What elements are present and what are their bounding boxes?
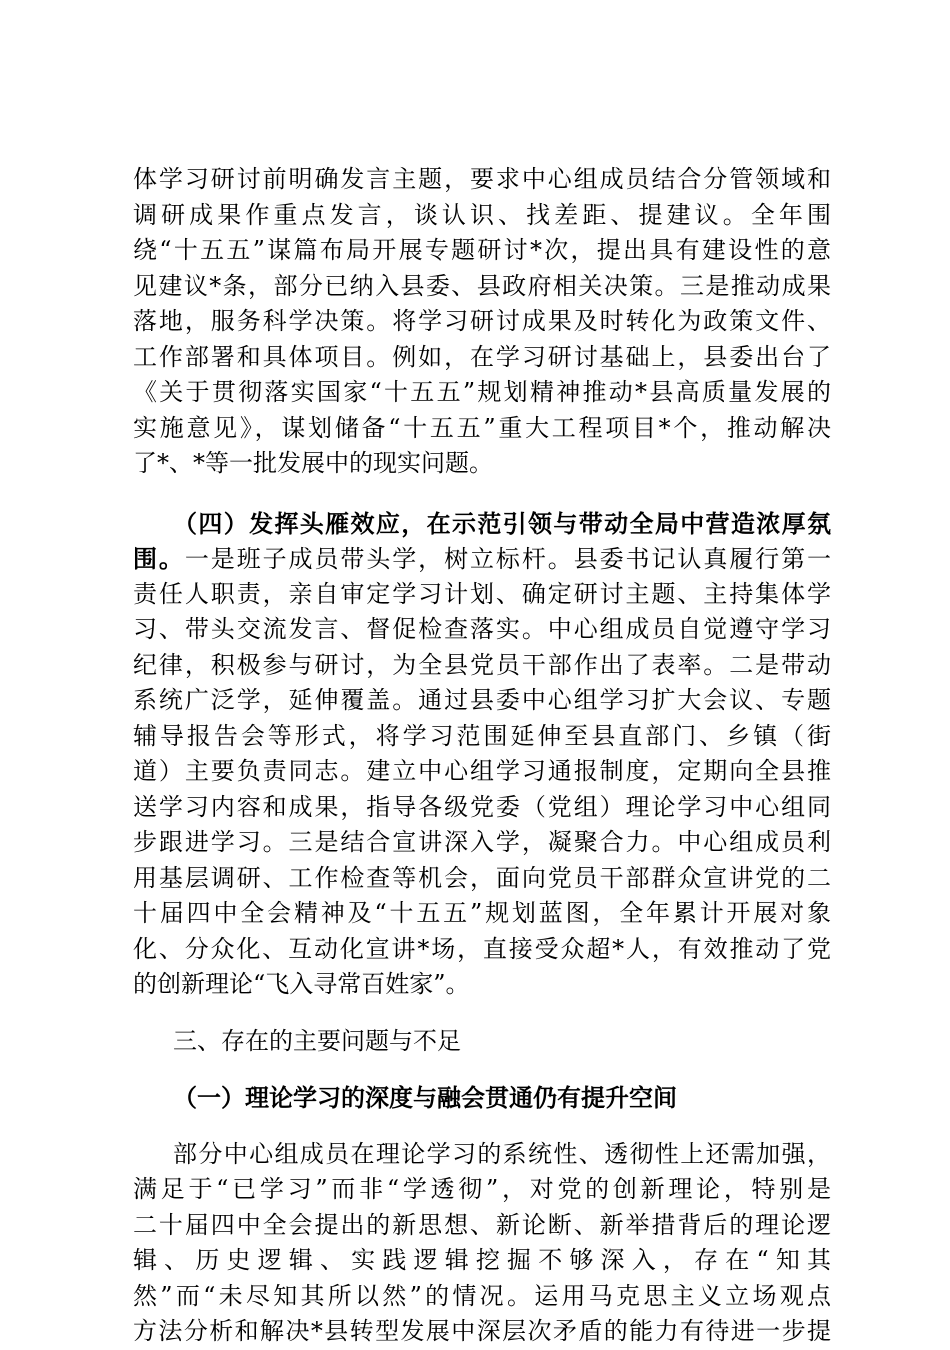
text-line: 辅导报告会等形式，将学习范围延伸至县直部门、乡镇（街	[133, 721, 831, 750]
text-line: 二十届四中全会提出的新思想、新论断、新举措背后的理论逻	[133, 1210, 831, 1239]
text-line: 工作部署和具体项目。例如，在学习研讨基础上，县委出台了	[133, 342, 831, 371]
paragraph-3	[133, 1137, 831, 1350]
text-line: 落地，服务科学决策。将学习研讨成果及时转化为政策文件、	[133, 307, 831, 335]
paragraph-spacer	[133, 1003, 831, 1024]
text-line: 满足于“已学习”而非“学透彻”，对党的创新理论，特别是	[133, 1175, 831, 1203]
text-line: 方法分析和解决*县转型发展中深层次矛盾的能力有待进一步提	[133, 1317, 831, 1345]
paragraph-spacer	[133, 1116, 831, 1137]
paragraph-heading-end: 围。	[133, 544, 185, 573]
text-line: 见建议*条，部分已纳入县委、县政府相关决策。三是推动成果	[133, 271, 831, 300]
text-line: 辑、历史逻辑、实践逻辑挖掘不够深入，存在“知其	[133, 1246, 831, 1274]
text-line: 化、分众化、互动化宣讲*场，直接受众超*人，有效推动了党	[133, 934, 831, 963]
text-line: 系统广泛学，延伸覆盖。通过县委中心组学习扩大会议、专题	[133, 686, 831, 714]
text-line: 体学习研讨前明确发言主题，要求中心组成员结合分管领域和	[133, 165, 831, 193]
text-line: 然”而“未尽知其所以然”的情况。运用马克思主义立场观点	[133, 1281, 831, 1310]
paragraph-text: 一是班子成员带头学，树立标杆。县委书记认真履行第一	[184, 545, 832, 573]
paragraph-spacer	[133, 1059, 831, 1080]
text-line: 的创新理论“飞入寻常百姓家”。	[133, 970, 470, 998]
text-line: 十届四中全会精神及“十五五”规划蓝图，全年累计开展对象	[133, 899, 831, 927]
text-line: 送学习内容和成果，指导各级党委（党组）理论学习中心组同	[133, 792, 831, 821]
text-line: 《关于贯彻落实国家“十五五”规划精神推动*县高质量发展的	[133, 378, 831, 406]
text-line: 责任人职责，亲自审定学习计划、确定研讨主题、主持集体学	[133, 579, 831, 608]
text-line: 绕“十五五”谋篇布局开展专题研讨*次，提出具有建设性的意	[133, 236, 831, 264]
paragraph-heading: （四）发挥头雁效应，在示范引领与带动全局中营造浓厚氛	[173, 508, 831, 538]
text-line: 纪律，积极参与研讨，为全县党员干部作出了表率。二是带动	[133, 650, 831, 679]
text-line: 道）主要负责同志。建立中心组学习通报制度，定期向全县推	[133, 757, 831, 785]
text-line: 了*、*等一批发展中的现实问题。	[133, 449, 493, 477]
text-line	[133, 541, 831, 577]
section-heading: 三、存在的主要问题与不足	[173, 1026, 461, 1055]
text-line: 习、带头交流发言、督促检查落实。中心组成员自觉遵守学习	[133, 615, 831, 643]
section-subheading: （一）理论学习的深度与融会贯通仍有提升空间	[173, 1083, 677, 1112]
document-body	[133, 162, 831, 1350]
text-line: 用基层调研、工作检查等机会，面向党员干部群众宣讲党的二	[133, 863, 831, 892]
text-line: 实施意见》，谋划储备“十五五”重大工程项目*个，推动解决	[133, 413, 831, 442]
text-line: 部分中心组成员在理论学习的系统性、透彻性上还需加强，	[173, 1139, 831, 1168]
text-line: 调研成果作重点发言，谈认识、找差距、提建议。全年围	[133, 200, 831, 229]
text-line: 步跟进学习。三是结合宣讲深入学，凝聚合力。中心组成员利	[133, 828, 831, 856]
paragraph-2	[133, 506, 831, 1003]
paragraph-1	[133, 162, 831, 482]
paragraph-spacer	[133, 482, 831, 506]
